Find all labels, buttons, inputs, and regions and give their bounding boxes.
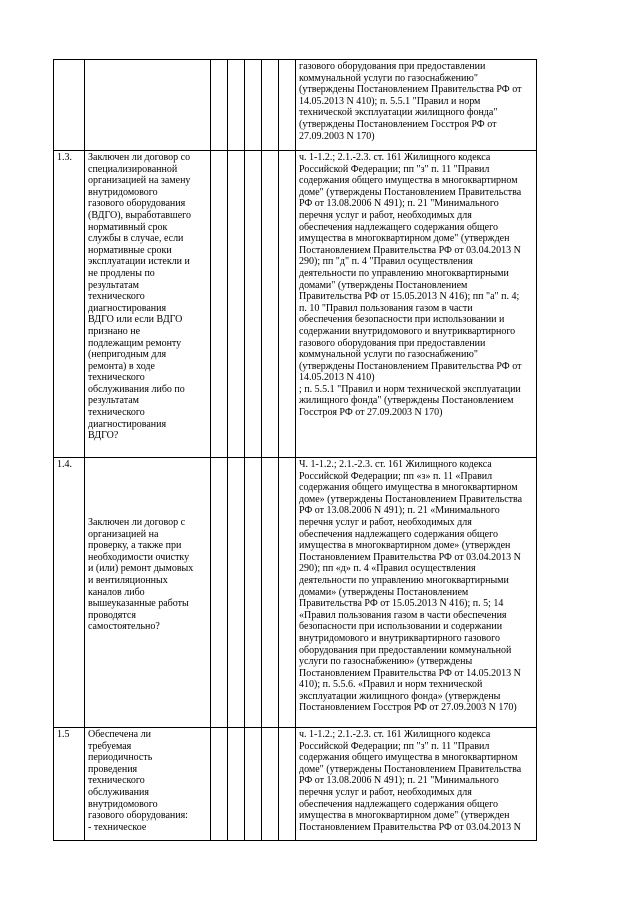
references-text: Ч. 1-1.2.; 2.1.-2.3. ст. 161 Жилищного кодекса Российской Федерации; пп «з» п. 11 «Правил содержания общего имущества в многоквартирном доме» (утверждены Постановлением Правительства РФ от 13.08.2006 N 491); п. 21 «Минимального перечня услуг и работ, необходимых для обеспечения надлежащего содержания общего имущества в многоквартирном доме» (утвержден Постановлением Правительства РФ от 03.04.2013 N 290); пп «д» п. 4 «Правил осуществления деятельности по управлению многоквартирными домами» (утверждены Постановлением Правительства РФ от 15.05.2013 N 416); п. 5; 14 «Правил пользования газом в части обеспечения безопасности при использовании и содержании внутридомового и внутриквартирного газового оборудования при предоставлении коммунальной услуги по газоснабжению» (утверждены Постановлением Правительства РФ от 14.05.2013 N 410); п. 5.5.6. «Правил и норм технической эксплуатации жилищного фонда» (утверждены Постановлением Госстроя РФ от 27.09.2003 N 170) — [299, 459, 523, 714]
table-row — [54, 458, 537, 728]
references-text: ч. 1-1.2.; 2.1.-2.3. ст. 161 Жилищного кодекса Российской Федерации; пп "з" п. 11 "Правил содержания общего имущества в многоквартирном доме" (утверждены Постановлением Правительства РФ от 13.08.2006 N 491); п. 21 "Минимального перечня услуг и работ, необходимых для обеспечения надлежащего содержания общего имущества в многоквартирном доме" (утвержден Постановлением Правительства РФ от 03.04.2013 N — [299, 729, 522, 833]
question-cell — [85, 728, 211, 841]
row-number: 1.4. — [54, 458, 85, 728]
question-cell — [85, 60, 211, 151]
answer-cell-2[interactable] — [228, 728, 245, 841]
table-row — [54, 151, 537, 458]
answer-cell-3[interactable] — [245, 728, 262, 841]
question-text: Заключен ли договор с организацией на проверку, а также при необходимости очистку и (или) ремонт дымовых и вентиляционных каналов либо вышеуказанные работы проводятся самостоятельно? — [88, 517, 194, 633]
answer-cell-1[interactable] — [211, 728, 228, 841]
answer-cell-2[interactable] — [228, 60, 245, 151]
table-row — [54, 728, 537, 841]
row-number: 1.3. — [54, 151, 85, 458]
references-cell — [296, 728, 537, 841]
question-cell — [85, 151, 211, 458]
requirements-table — [53, 59, 537, 841]
answer-cell-5[interactable] — [279, 60, 296, 151]
answer-cell-3[interactable] — [245, 151, 262, 458]
question-cell — [85, 458, 211, 728]
answer-cell-4[interactable] — [262, 728, 279, 841]
references-cell — [296, 458, 537, 728]
answer-cell-4[interactable] — [262, 458, 279, 728]
answer-cell-3[interactable] — [245, 60, 262, 151]
answer-cell-1[interactable] — [211, 151, 228, 458]
row-number: 1.5 — [54, 728, 85, 841]
answer-cell-3[interactable] — [245, 458, 262, 728]
answer-cell-5[interactable] — [279, 151, 296, 458]
answer-cell-5[interactable] — [279, 458, 296, 728]
answer-cell-5[interactable] — [279, 728, 296, 841]
references-cell — [296, 60, 537, 151]
row-number — [54, 60, 85, 151]
question-text: Заключен ли договор со специализированной организацией на замену внутридомового газового оборудования (ВДГО), выработавшего нормативный срок службы в случае, если нормативные сроки эксплуатации истекли и не продлены по результатам технического диагностирования ВДГО или если ВДГО признано не подлежащим ремонту (непригодным для ремонта) в ходе технического обслуживания либо по результатам технического диагностирования ВДГО? — [88, 152, 192, 442]
references-text: газового оборудования при предоставлении коммунальной услуги по газоснабжению" (утверждены Постановлением Правительства РФ от 14.05.2013 N 410); п. 5.5.1 "Правил и норм технической эксплуатации жилищного фонда" (утверждены Постановлением Госстроя РФ от 27.09.2003 N 170) — [299, 61, 522, 142]
answer-cell-2[interactable] — [228, 151, 245, 458]
answer-cell-4[interactable] — [262, 60, 279, 151]
answer-cell-1[interactable] — [211, 60, 228, 151]
answer-cell-4[interactable] — [262, 151, 279, 458]
answer-cell-2[interactable] — [228, 458, 245, 728]
references-text: ч. 1-1.2.; 2.1.-2.3. ст. 161 Жилищного кодекса Российской Федерации; пп "з" п. 11 "Правил содержания общего имущества в многоквартирном доме" (утверждены Постановлением Правительства РФ от 13.08.2006 N 491); п. 21 "Минимального перечня услуг и работ, необходимых для обеспечения надлежащего содержания общего имущества в многоквартирном доме" (утвержден Постановлением Правительства РФ от 03.04.2013 N 290); пп "д" п. 4 "Правил осуществления деятельности по управлению многоквартирными домами" (утверждены Постановлением Правительства РФ от 15.05.2013 N 416); пп "а" п. 4; п. 10 "Правил пользования газом в части обеспечения безопасности при использовании и содержании внутридомового и внутриквартирного газового оборудования при предоставлении коммунальной услуги по газоснабжению" (утверждены Постановлением Правительства РФ от 14.05.2013 N 410) ; п. 5.5.1 "Правил и норм технической эксплуатации жилищного фонда" (утверждены Постановлением Госстроя РФ от 27.09.2003 N 170) — [299, 152, 522, 419]
answer-cell-1[interactable] — [211, 458, 228, 728]
question-text: Обеспечена ли требуемая периодичность проведения технического обслуживания внутридомового газового оборудования: - техническое — [88, 729, 188, 833]
table-row — [54, 60, 537, 151]
references-cell — [296, 151, 537, 458]
